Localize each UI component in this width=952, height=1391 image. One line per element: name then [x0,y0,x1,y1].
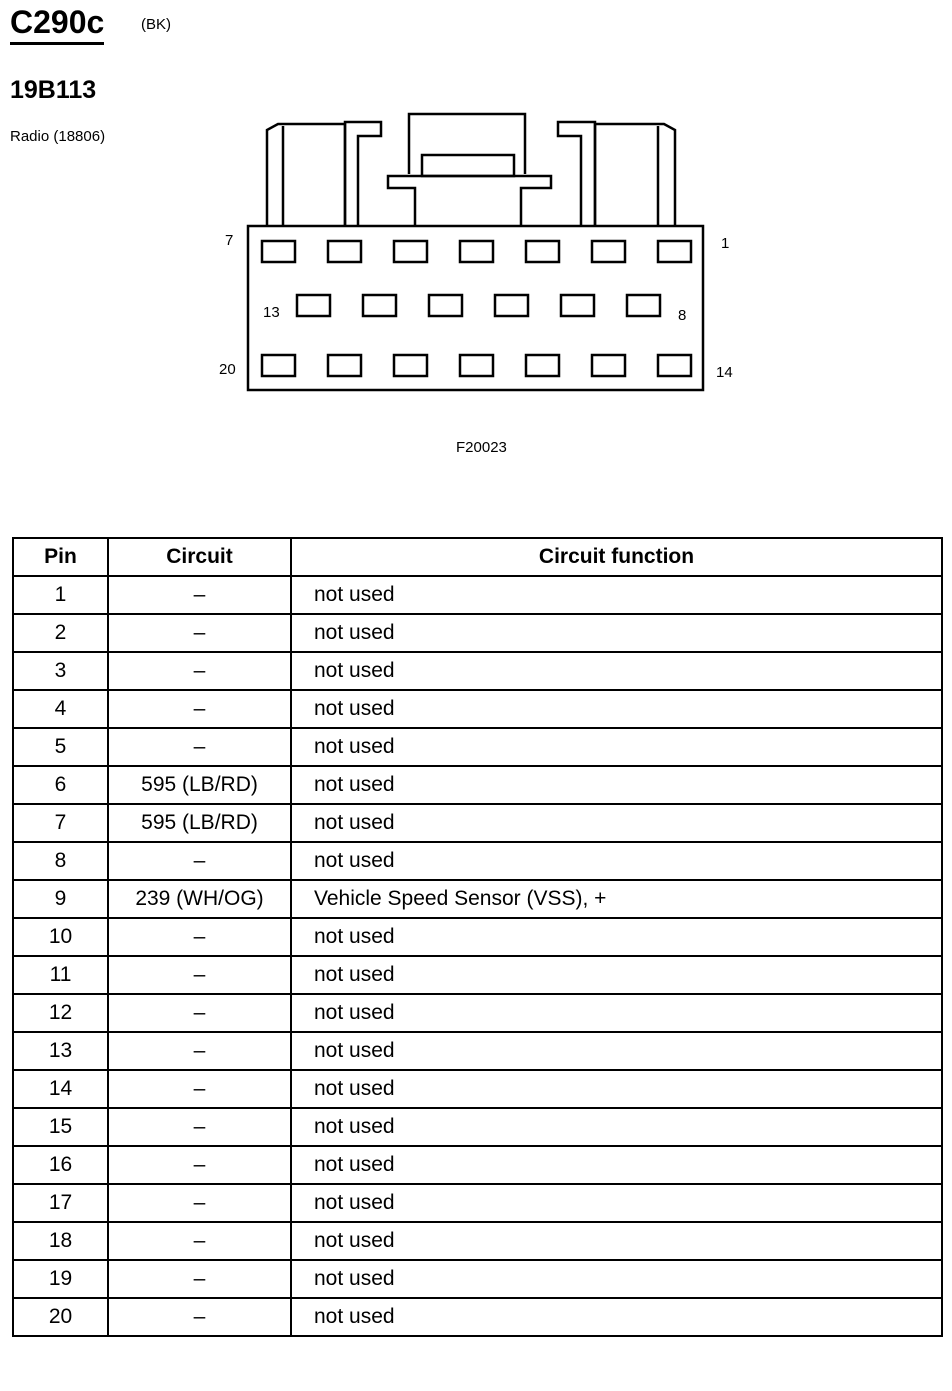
pin-label-top-right: 1 [721,235,730,252]
pin-number: 4 [13,690,108,728]
pin-label-mid-left: 13 [263,304,280,321]
circuit-id: – [108,1070,291,1108]
pin-cavity [592,355,625,376]
circuit-id: – [108,652,291,690]
pin-number: 1 [13,576,108,614]
part-number: 19B113 [10,76,97,104]
pinout-rows [13,576,942,1336]
circuit-function: not used [291,576,942,614]
circuit-id: – [108,728,291,766]
pin-number: 11 [13,956,108,994]
table-row [13,804,942,842]
figure-id: F20023 [456,439,507,456]
pin-number: 14 [13,1070,108,1108]
pin-cavities [262,241,691,376]
circuit-function: not used [291,1032,942,1070]
pin-cavity [658,355,691,376]
header-circuit-function: Circuit function [291,538,942,576]
table-row [13,728,942,766]
table-row [13,1184,942,1222]
pin-number: 10 [13,918,108,956]
circuit-function: not used [291,1070,942,1108]
table-row [13,614,942,652]
circuit-id: – [108,1222,291,1260]
pin-number: 15 [13,1108,108,1146]
table-row [13,918,942,956]
table-row [13,842,942,880]
pin-number: 13 [13,1032,108,1070]
table-row [13,1146,942,1184]
circuit-function: not used [291,614,942,652]
pin-cavity [460,241,493,262]
table-row [13,956,942,994]
pin-cavity [658,241,691,262]
circuit-function: not used [291,918,942,956]
pin-cavity [526,355,559,376]
pin-cavity [561,295,594,316]
circuit-id: – [108,918,291,956]
pin-number: 3 [13,652,108,690]
pin-cavity [394,355,427,376]
pin-label-bottom-right: 14 [716,364,733,381]
pin-cavity [495,295,528,316]
circuit-id: – [108,842,291,880]
pin-number: 16 [13,1146,108,1184]
circuit-id: – [108,956,291,994]
pin-cavity [592,241,625,262]
circuit-id: – [108,614,291,652]
connector-diagram [0,0,952,480]
circuit-function: not used [291,956,942,994]
pin-cavity [262,241,295,262]
pin-number: 2 [13,614,108,652]
table-row [13,1260,942,1298]
table-header-row [13,538,942,576]
pin-number: 5 [13,728,108,766]
circuit-id: 595 (LB/RD) [108,766,291,804]
circuit-id: – [108,1108,291,1146]
circuit-function: not used [291,842,942,880]
connector-title: C290c [10,4,104,45]
circuit-function: not used [291,1146,942,1184]
table-row [13,1222,942,1260]
header-pin: Pin [13,538,108,576]
pinout-table [12,537,943,1337]
pin-number: 8 [13,842,108,880]
pin-number: 17 [13,1184,108,1222]
header-circuit: Circuit [108,538,291,576]
table-row [13,1108,942,1146]
table-row [13,576,942,614]
circuit-function: not used [291,1184,942,1222]
pin-number: 18 [13,1222,108,1260]
pin-number: 7 [13,804,108,842]
pin-cavity [394,241,427,262]
table-row [13,652,942,690]
pin-label-top-left: 7 [225,232,234,249]
pin-cavity [328,241,361,262]
circuit-id: – [108,576,291,614]
circuit-function: not used [291,652,942,690]
pin-cavity [429,295,462,316]
pin-cavity [363,295,396,316]
circuit-function: not used [291,804,942,842]
pin-cavity [328,355,361,376]
pin-cavity [297,295,330,316]
pin-cavity [526,241,559,262]
circuit-id: – [108,1032,291,1070]
circuit-function: not used [291,1260,942,1298]
circuit-function: not used [291,1108,942,1146]
pin-cavity [627,295,660,316]
circuit-function: not used [291,690,942,728]
circuit-id: 239 (WH/OG) [108,880,291,918]
pin-number: 20 [13,1298,108,1336]
circuit-function: not used [291,1298,942,1336]
circuit-id: 595 (LB/RD) [108,804,291,842]
circuit-id: – [108,994,291,1032]
connector-outline [248,114,703,390]
table-row [13,1032,942,1070]
table-row [13,1070,942,1108]
circuit-function: not used [291,1222,942,1260]
table-row [13,690,942,728]
pin-label-bottom-left: 20 [219,361,236,378]
table-row [13,1298,942,1336]
pin-number: 6 [13,766,108,804]
table-row [13,766,942,804]
circuit-id: – [108,690,291,728]
circuit-function: not used [291,994,942,1032]
pin-number: 19 [13,1260,108,1298]
component-name: Radio (18806) [10,128,106,145]
pin-label-mid-right: 8 [678,307,687,324]
circuit-function: not used [291,766,942,804]
pin-cavity [460,355,493,376]
connector-color-code: (BK) [141,16,171,33]
circuit-id: – [108,1260,291,1298]
circuit-id: – [108,1146,291,1184]
pin-number: 12 [13,994,108,1032]
pin-number: 9 [13,880,108,918]
circuit-function: Vehicle Speed Sensor (VSS), + [291,880,942,918]
table-row [13,880,942,918]
circuit-id: – [108,1184,291,1222]
circuit-id: – [108,1298,291,1336]
table-row [13,994,942,1032]
pin-cavity [262,355,295,376]
circuit-function: not used [291,728,942,766]
